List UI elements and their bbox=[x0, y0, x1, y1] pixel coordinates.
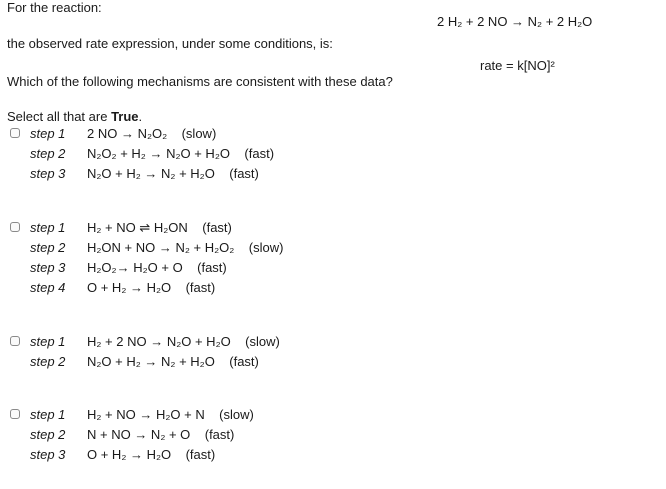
step-equation: O + H₂ → H₂O (fast) bbox=[87, 280, 216, 295]
step-equation: H₂O₂→ H₂O + O (fast) bbox=[87, 260, 227, 275]
step-equation: H₂ + NO ⇌ H₂ON (fast) bbox=[87, 220, 232, 235]
step-label: step 3 bbox=[30, 166, 66, 181]
step-equation: N₂O + H₂ → N₂ + H₂O (fast) bbox=[87, 354, 259, 369]
step-label: step 2 bbox=[30, 354, 66, 369]
step-equation: 2 NO → N₂O₂ (slow) bbox=[87, 126, 217, 141]
rate-expression: rate = k[NO]² bbox=[480, 58, 555, 73]
reaction-equation: 2 H₂ + 2 NO → N₂ + 2 H₂O bbox=[437, 14, 593, 29]
select-suffix: . bbox=[138, 109, 143, 124]
step-label: step 4 bbox=[30, 280, 66, 295]
step-equation: H₂ + 2 NO → N₂O + H₂O (slow) bbox=[87, 334, 280, 349]
question-prompt: Which of the following mechanisms are consistent with these data? bbox=[7, 74, 393, 89]
mechanism-option-3[interactable] bbox=[10, 334, 650, 378]
step-label: step 1 bbox=[30, 334, 66, 349]
select-prefix: Select all that are bbox=[7, 109, 112, 124]
step-equation: H₂ON + NO → N₂ + H₂O₂ (slow) bbox=[87, 240, 284, 255]
rate-intro: the observed rate expression, under some conditions, is: bbox=[7, 36, 333, 51]
step-label: step 2 bbox=[30, 427, 66, 442]
step-equation: N + NO → N₂ + O (fast) bbox=[87, 427, 235, 442]
option-1-checkbox[interactable] bbox=[10, 128, 20, 138]
step-label: step 3 bbox=[30, 447, 66, 462]
step-equation: O + H₂ → H₂O (fast) bbox=[87, 447, 216, 462]
step-label: step 1 bbox=[30, 126, 66, 141]
option-3-checkbox[interactable] bbox=[10, 336, 20, 346]
step-label: step 1 bbox=[30, 407, 66, 422]
option-4-checkbox[interactable] bbox=[10, 409, 20, 419]
step-equation: H₂ + NO → H₂O + N (slow) bbox=[87, 407, 254, 422]
mechanism-option-1[interactable] bbox=[10, 126, 650, 190]
mechanism-option-2[interactable] bbox=[10, 220, 650, 304]
step-label: step 1 bbox=[30, 220, 66, 235]
option-2-checkbox[interactable] bbox=[10, 222, 20, 232]
step-equation: N₂O + H₂ → N₂ + H₂O (fast) bbox=[87, 166, 259, 181]
step-equation: N₂O₂ + H₂ → N₂O + H₂O (fast) bbox=[87, 146, 275, 161]
step-label: step 3 bbox=[30, 260, 66, 275]
step-label: step 2 bbox=[30, 146, 66, 161]
select-instruction bbox=[7, 109, 142, 124]
select-bold: True bbox=[111, 109, 139, 124]
mechanism-option-4[interactable] bbox=[10, 407, 650, 471]
step-label: step 2 bbox=[30, 240, 66, 255]
question-intro: For the reaction: bbox=[7, 0, 102, 15]
